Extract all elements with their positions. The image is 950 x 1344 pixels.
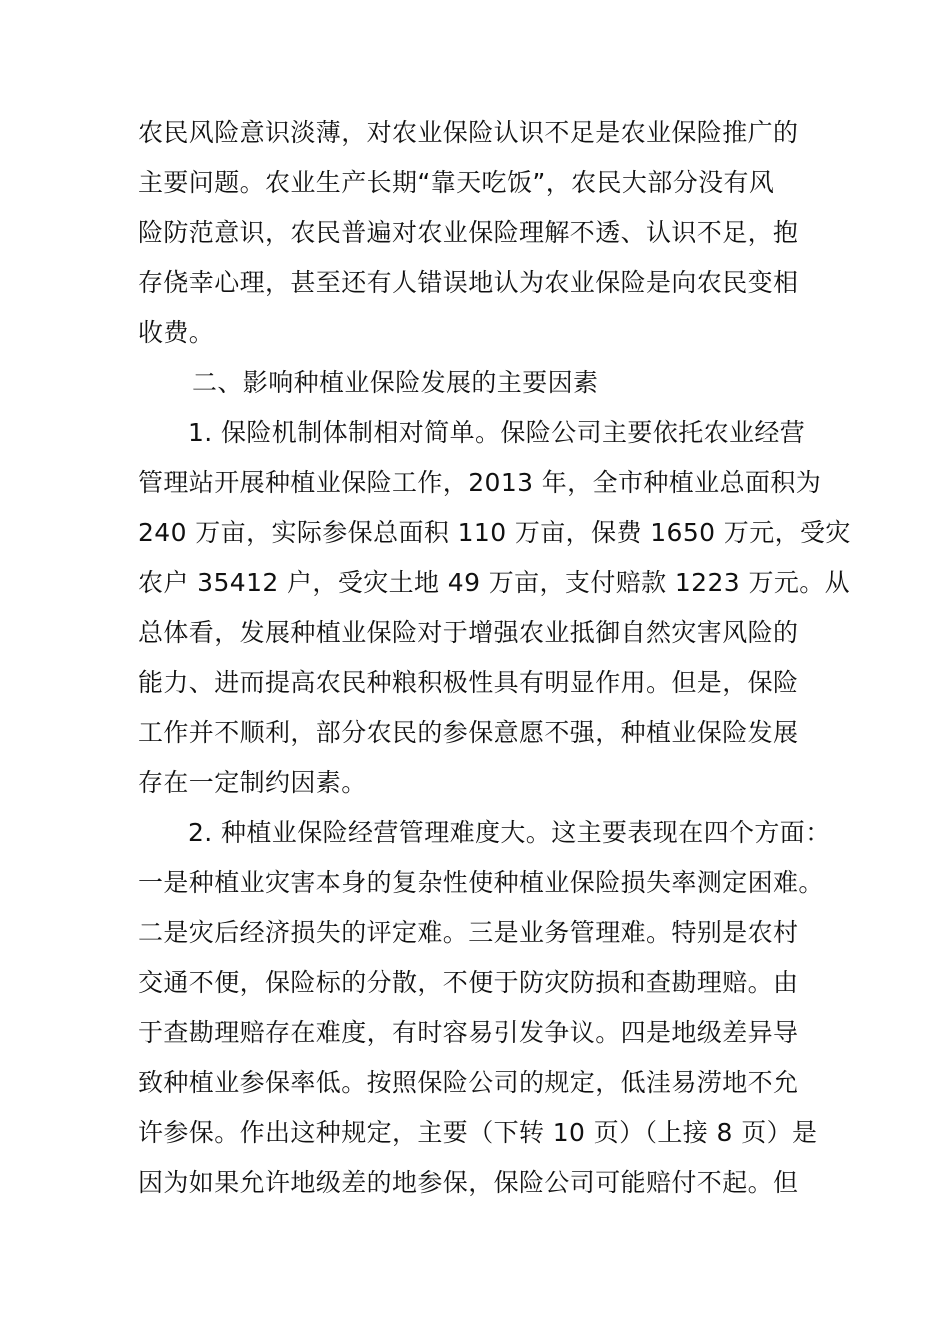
text-line: 收费。 [138,318,215,347]
text-line: 险防范意识，农民普遍对农业保险理解不透、认识不足，抱 [138,218,799,247]
text-line: 能力、进而提高农民种粮积极性具有明显作用。但是，保险 [138,668,799,697]
text-line: 存侥幸心理，甚至还有人错误地认为农业保险是向农民变相 [138,268,799,297]
text-line: 农户 35412 户，受灾土地 49 万亩，支付赔款 1223 万元。从 [138,568,851,597]
text-line: 于查勘理赔存在难度，有时容易引发争议。四是地级差异导 [138,1018,799,1047]
text-line: 2. 种植业保险经营管理难度大。这主要表现在四个方面： [188,818,831,847]
text-line: 因为如果允许地级差的地参保，保险公司可能赔付不起。但 [138,1168,799,1197]
text-line: 1. 保险机制体制相对简单。保险公司主要依托农业经营 [188,418,806,447]
text-line: 交通不便，保险标的分散，不便于防灾防损和查勘理赔。由 [138,968,799,997]
text-line: 总体看，发展种植业保险对于增强农业抵御自然灾害风险的 [138,618,799,647]
section-heading: 二、影响种植业保险发展的主要因素 [192,368,599,397]
text-line: 存在一定制约因素。 [138,768,367,797]
text-line: 240 万亩，实际参保总面积 110 万亩，保费 1650 万元，受灾 [138,518,851,547]
text-line: 农民风险意识淡薄，对农业保险认识不足是农业保险推广的 [138,118,799,147]
text-line: 管理站开展种植业保险工作，2013 年，全市种植业总面积为 [138,468,822,497]
text-line: 二是灾后经济损失的评定难。三是业务管理难。特别是农村 [138,918,799,947]
text-line: 一是种植业灾害本身的复杂性使种植业保险损失率测定困难。 [138,868,824,897]
text-line: 许参保。作出这种规定，主要（下转 10 页）（上接 8 页）是 [138,1118,818,1147]
text-line: 致种植业参保率低。按照保险公司的规定，低洼易涝地不允 [138,1068,799,1097]
text-line: 主要问题。农业生产长期“靠天吃饭”，农民大部分没有风 [138,168,775,197]
text-line: 工作并不顺利，部分农民的参保意愿不强，种植业保险发展 [138,718,799,747]
